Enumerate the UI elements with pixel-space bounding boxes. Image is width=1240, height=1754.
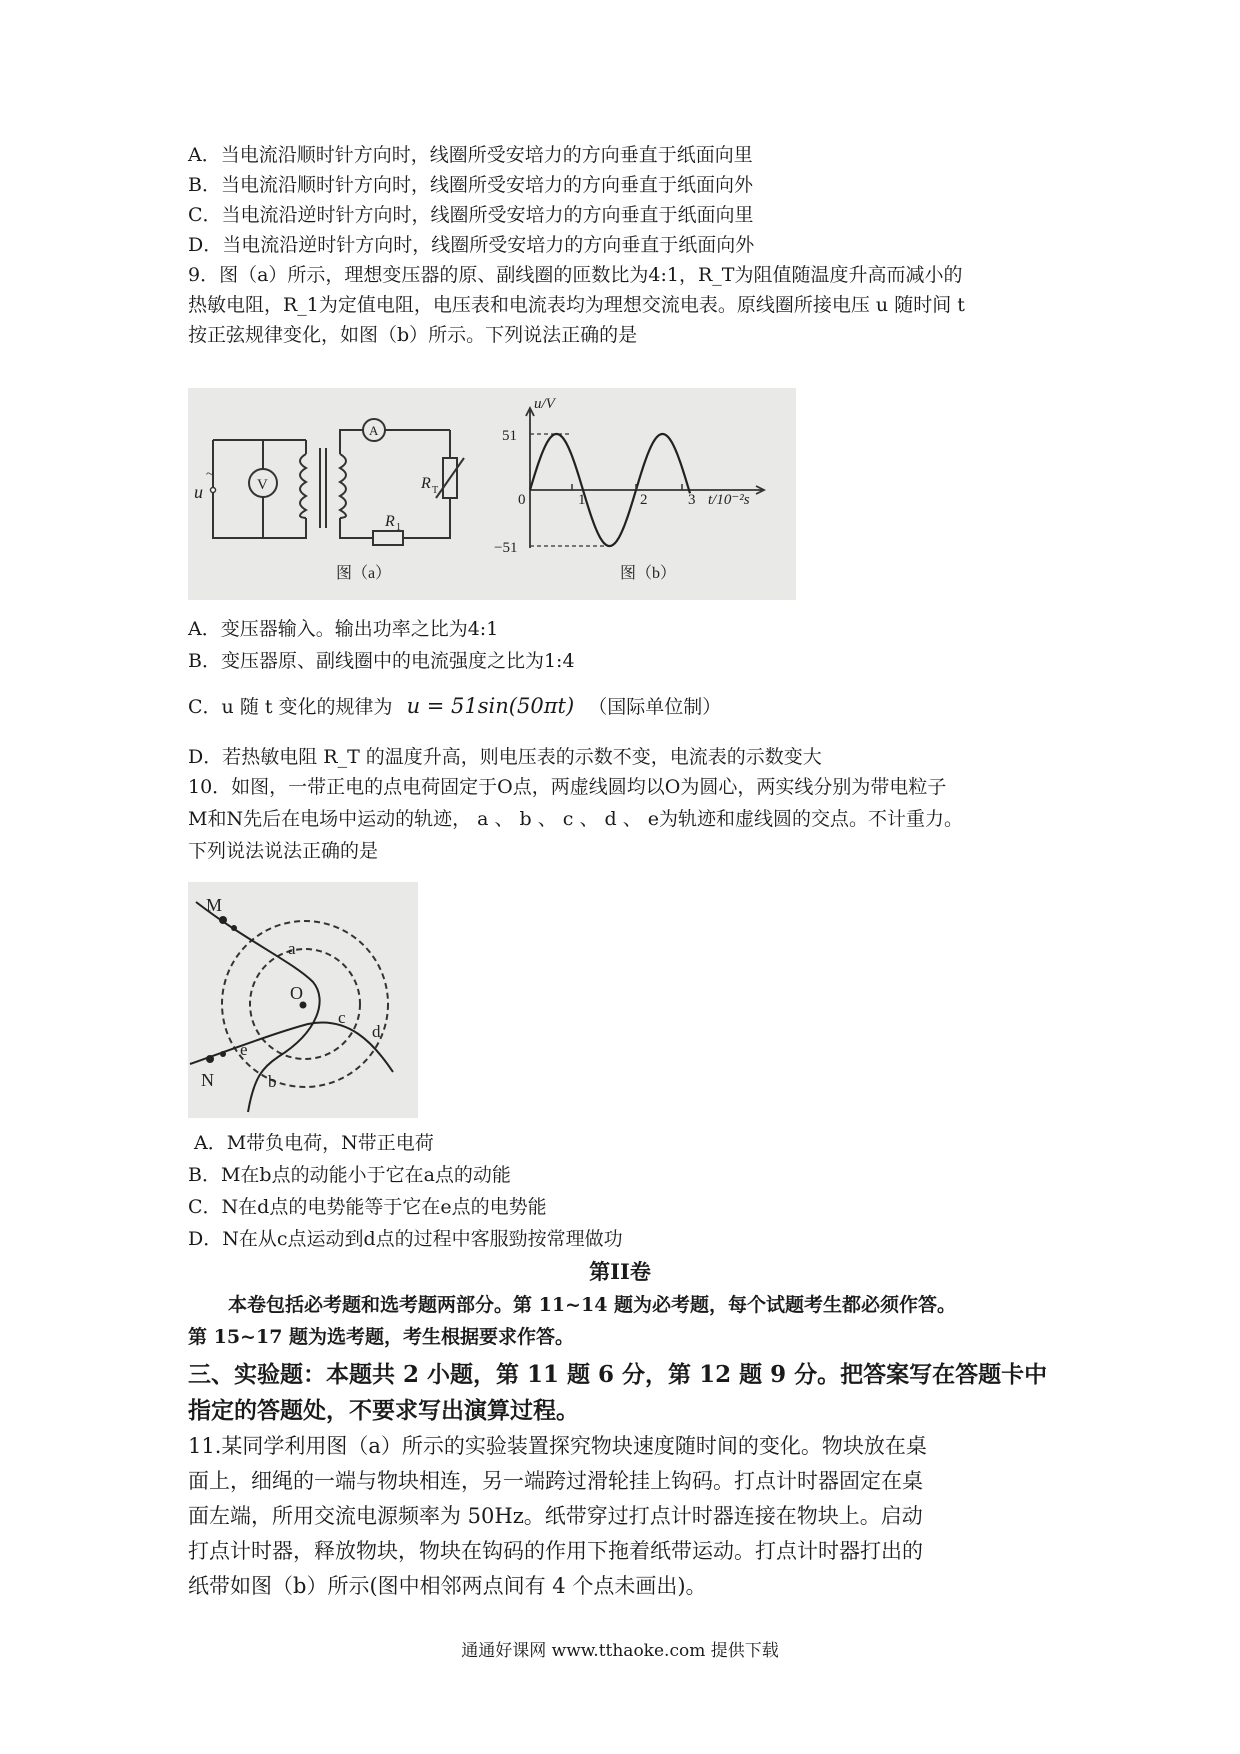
q10-option-a: A．M带负电荷，N带正电荷 [194,1132,434,1154]
x-tick-3: 3 [688,492,696,508]
q9-option-d: D．若热敏电阻 R_T 的温度升高，则电压表的示数不变，电流表的示数变大 [188,746,822,768]
page-footer: 通通好课网 www.tthaoke.com 提供下载 [461,1641,779,1661]
y-tick-max: 51 [502,428,517,444]
q9-option-c-formula: u = 51sin(50πt) [406,694,575,718]
label-R1-sub: 1 [396,522,401,533]
q10-figure-svg [188,882,418,1118]
q9-stem-line-1: 9．图（a）所示，理想变压器的原、副线圈的匝数比为4:1，R_T为阻值随温度升高而减小的 [188,264,963,286]
particle-m-dot [219,916,227,924]
q9-option-b: B．变压器原、副线圈中的电流强度之比为1:4 [188,650,575,672]
label-O: O [290,983,303,1003]
q9-option-a: A．变压器输入。输出功率之比为4:1 [188,618,499,640]
q8-option-d: D．当电流沿逆时针方向时，线圈所受安培力的方向垂直于纸面向外 [188,234,755,256]
q11-line-1: 11.某同学利用图（a）所示的实验装置探究物块速度随时间的变化。物块放在桌 [188,1434,927,1458]
q9-option-c [188,692,721,719]
y-axis-label: u/V [534,396,555,412]
label-d: d [372,1022,381,1041]
q10-option-c: C．N在d点的电势能等于它在e点的电势能 [188,1196,547,1218]
x-tick-1: 1 [578,492,586,508]
q9-figure [188,388,796,600]
y-tick-min: −51 [494,540,518,556]
q11-line-3: 面左端，所用交流电源频率为 50Hz。纸带穿过打点计时器连接在物块上。启动 [188,1504,923,1528]
section3-heading-line-1: 三、实验题：本题共 2 小题，第 11 题 6 分，第 12 题 9 分。把答案写在答题卡中 [188,1361,1048,1388]
part2-intro-line-1: 本卷包括必考题和选考题两部分。第 11~14 题为必考题，每个试题考生都必须作答。 [228,1294,957,1316]
origin-label: 0 [518,492,526,508]
q8-option-b: B．当电流沿顺时针方向时，线圈所受安培力的方向垂直于纸面向外 [188,174,753,196]
label-N: N [201,1070,214,1090]
label-R1: R [385,513,395,530]
label-A: A [369,423,379,438]
q10-stem-line-2: M和N先后在电场中运动的轨迹， a 、 b 、 c 、 d 、 e为轨迹和虚线圆的交点。不计重力。 [188,808,963,830]
q9-option-c-prefix: C．u 随 t 变化的规律为 [188,696,393,718]
x-axis-label: t/10⁻²s [708,492,750,508]
label-u: u [194,482,203,502]
label-M: M [206,895,223,915]
label-tilde: ~ [206,467,214,482]
caption-fig-a: 图（a） [336,565,392,582]
label-c: c [338,1008,346,1027]
source-terminal [211,488,216,493]
label-e: e [240,1040,248,1059]
caption-fig-b: 图（b） [620,565,677,582]
label-b: b [268,1072,277,1091]
q10-option-b: B．M在b点的动能小于它在a点的动能 [188,1164,511,1186]
q8-option-c: C．当电流沿逆时针方向时，线圈所受安培力的方向垂直于纸面向里 [188,204,754,226]
label-RT: R [421,475,431,492]
q10-figure [188,882,418,1118]
label-V: V [257,477,268,493]
q10-stem-line-1: 10．如图，一带正电的点电荷固定于O点，两虚线圆均以O为圆心，两实线分别为带电粒子 [188,776,947,798]
section3-heading-line-2: 指定的答题处，不要求写出演算过程。 [188,1397,579,1424]
q11-line-2: 面上，细绳的一端与物块相连，另一端跨过滑轮挂上钩码。打点计时器固定在桌 [188,1469,923,1493]
part2-intro-line-2: 第 15~17 题为选考题，考生根据要求作答。 [188,1326,575,1348]
q9-stem-line-2: 热敏电阻，R_1为定值电阻，电压表和电流表均为理想交流电表。原线圈所接电压 u 随时间 t [188,294,965,316]
label-a: a [288,939,296,958]
part2-title: 第II卷 [589,1259,651,1284]
particle-n-dot [206,1055,214,1063]
q9-figure-svg [188,388,796,600]
q8-option-a: A．当电流沿顺时针方向时，线圈所受安培力的方向垂直于纸面向里 [188,144,753,166]
particle-m-dot-2 [231,925,237,931]
q11-line-4: 打点计时器，释放物块，物块在钩码的作用下拖着纸带运动。打点计时器打出的 [188,1539,923,1563]
q10-stem-line-3: 下列说法说法正确的是 [188,840,379,862]
x-tick-2: 2 [640,492,648,508]
label-RT-sub: T [432,485,439,496]
particle-n-dot-2 [220,1051,226,1057]
q9-stem-line-3: 按正弦规律变化，如图（b）所示。下列说法正确的是 [188,324,638,346]
q10-option-d: D．N在从c点运动到d点的过程中客服勁按常理做功 [188,1228,623,1250]
voltage-graph [526,408,764,548]
q9-option-c-suffix: （国际单位制） [588,696,722,718]
q11-line-5: 纸带如图（b）所示(图中相邻两点间有 4 个点未画出)。 [188,1574,707,1598]
